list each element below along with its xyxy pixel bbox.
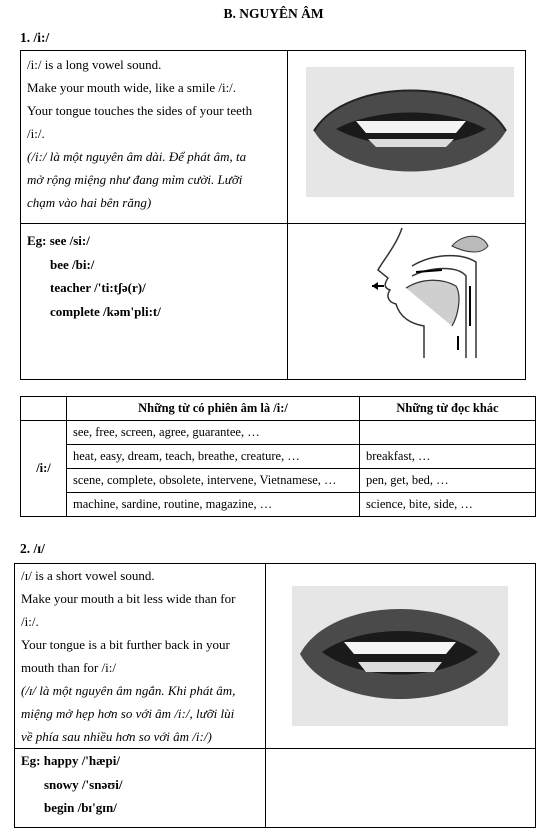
vietnamese-note-line: miệng mở hẹp hơn so với âm /i:/, lưỡi lùi (21, 706, 235, 721)
word-list-table (20, 396, 536, 517)
empty-cell (266, 749, 536, 828)
mouth-image-cell (266, 564, 536, 749)
description-line: Make your mouth wide, like a smile /i:/. (27, 80, 237, 95)
vowel-i-short-heading: 2. /ɪ/ (20, 541, 45, 556)
smiling-mouth-image (306, 67, 514, 197)
vietnamese-note-line: mở rộng miệng như đang mỉm cười. Lưỡi (27, 172, 243, 187)
word-list-cell: machine, sardine, routine, magazine, … (67, 493, 360, 517)
example-word: snowy /'snəʊi/ (44, 776, 123, 792)
example-label: Eg: happy /'hæpi/ (21, 753, 120, 768)
examples-cell (21, 224, 288, 380)
open-mouth-image (292, 586, 508, 726)
vietnamese-note-line: (/i:/ là một nguyên âm dài. Để phát âm, ta (27, 149, 247, 164)
vowel-i-short-box (14, 563, 536, 828)
other-words-cell: pen, get, bed, … (360, 469, 536, 493)
example-label: Eg: see /si:/ (27, 233, 90, 248)
description-line: /ɪ/ is a short vowel sound. (21, 568, 155, 583)
example-word: begin /bɪ'gɪn/ (44, 800, 117, 815)
description-cell (21, 51, 288, 224)
word-list-cell: see, free, screen, agree, guarantee, … (67, 421, 360, 445)
vowel-symbol: /i:/ (21, 421, 67, 517)
mouth-image-cell (288, 51, 526, 224)
tongue-diagram-cell (288, 224, 526, 380)
header-blank (21, 397, 67, 421)
vietnamese-note-line: chạm vào hai bên răng) (27, 195, 152, 210)
word-list-cell: heat, easy, dream, teach, breathe, creature, … (67, 445, 360, 469)
vowel-i-long-heading: 1. /i:/ (20, 30, 50, 45)
header-words: Những từ có phiên âm là /i:/ (67, 397, 360, 421)
description-line: /i:/. (27, 126, 45, 141)
example-word: teacher /'ti:tʃə(r)/ (50, 280, 146, 295)
other-words-cell (360, 421, 536, 445)
vowel-i-long-box (20, 50, 526, 380)
description-line: Make your mouth a bit less wide than for (21, 591, 236, 606)
word-list-cell: scene, complete, obsolete, intervene, Vietnamese, … (67, 469, 360, 493)
examples-cell (15, 749, 266, 828)
description-line: mouth than for /i:/ (21, 660, 116, 675)
description-line: Your tongue is a bit further back in your (21, 637, 230, 652)
description-line: /i:/. (21, 614, 39, 629)
description-cell (15, 564, 266, 749)
mouth-cross-section-diagram (372, 226, 496, 360)
vietnamese-note-line: về phía sau nhiều hơn so với âm /i:/) (21, 729, 212, 744)
description-line: /i:/ is a long vowel sound. (27, 57, 162, 72)
header-other: Những từ đọc khác (360, 397, 536, 421)
vietnamese-note-line: (/ɪ/ là một nguyên âm ngắn. Khi phát âm, (21, 683, 236, 698)
other-words-cell: science, bite, side, … (360, 493, 536, 517)
description-line: Your tongue touches the sides of your teeth (27, 103, 253, 118)
section-title: B. NGUYÊN ÂM (223, 6, 324, 21)
example-word: bee /bi:/ (50, 256, 95, 272)
other-words-cell: breakfast, … (360, 445, 536, 469)
example-word: complete /kəm'pli:t/ (50, 303, 161, 319)
